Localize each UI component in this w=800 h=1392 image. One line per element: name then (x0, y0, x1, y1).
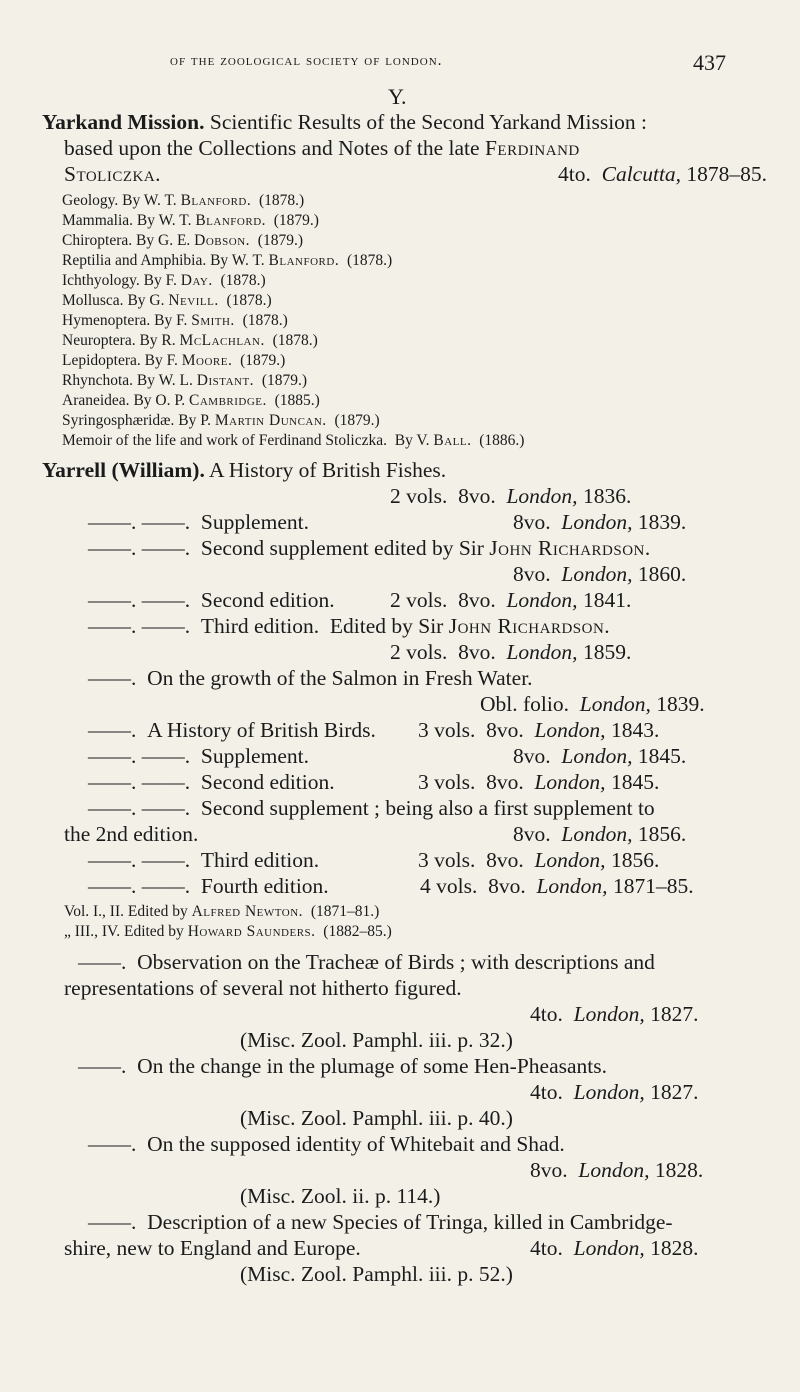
yarkand-title-line-1: Yarkand Mission. Scientific Results of the Second Yarkand Mission : (42, 110, 648, 134)
yarkand-part: Reptilia and Amphibia. By W. T. Blanford. (1878.) (62, 252, 393, 269)
yarrell-e14-misc: (Misc. Zool. Pamphl. iii. p. 40.) (240, 1106, 513, 1130)
yarrell-vol-a: Vol. I., II. Edited by Alfred Newton. (1871–81.) (64, 903, 380, 920)
yarrell-e6-imprint: Obl. folio. London, 1839. (480, 692, 705, 716)
yarrell-vol-b: „ III., IV. Edited by Howard Saunders. (1882–85.) (64, 923, 392, 940)
yarrell-e4-imprint: 2 vols. 8vo. London, 1841. (390, 588, 632, 612)
yarrell-e9-imprint: 3 vols. 8vo. London, 1845. (418, 770, 660, 794)
yarrell-e6: ——. On the growth of the Salmon in Fresh Water. (88, 666, 533, 690)
yarrell-e10: ——. ——. Second supplement ; being also a first supplement to (88, 796, 655, 820)
yarrell-e8: ——. ——. Supplement. (88, 744, 309, 768)
yarkand-part: Chiroptera. By G. E. Dobson. (1879.) (62, 232, 303, 249)
yarrell-e11-imprint: 3 vols. 8vo. London, 1856. (418, 848, 660, 872)
yarrell-author: Yarrell (William). (42, 458, 205, 482)
yarrell-e7-imprint: 3 vols. 8vo. London, 1843. (418, 718, 660, 742)
yarrell-e16-misc: (Misc. Zool. Pamphl. iii. p. 52.) (240, 1262, 513, 1286)
yarrell-e15: ——. On the supposed identity of Whitebait and Shad. (88, 1132, 565, 1156)
yarrell-e1-imprint: 2 vols. 8vo. London, 1836. (390, 484, 632, 508)
yarrell-e12-imprint: 4 vols. 8vo. London, 1871–85. (420, 874, 694, 898)
yarrell-e9: ——. ——. Second edition. (88, 770, 335, 794)
yarrell-e13: ——. Observation on the Tracheæ of Birds ; with descriptions and (78, 950, 655, 974)
yarrell-line-1: Yarrell (William). A History of British Fishes. (42, 458, 447, 482)
yarrell-e10-line-2: the 2nd edition. (64, 822, 199, 846)
yarrell-e10-imprint: 8vo. London, 1856. (513, 822, 687, 846)
yarkand-part: Ichthyology. By F. Day. (1878.) (62, 272, 266, 289)
yarrell-e16: ——. Description of a new Species of Tringa, killed in Cambridge- (88, 1210, 673, 1234)
yarrell-e7: ——. A History of British Birds. (88, 718, 376, 742)
yarrell-e5: ——. ——. Third edition. Edited by Sir John Richardson. (88, 614, 611, 638)
yarkand-part: Hymenoptera. By F. Smith. (1878.) (62, 312, 288, 329)
yarkand-stoliczka: Stoliczka. (64, 162, 162, 186)
yarrell-e15-misc: (Misc. Zool. ii. p. 114.) (240, 1184, 441, 1208)
yarkand-part: Lepidoptera. By F. Moore. (1879.) (62, 352, 286, 369)
yarkand-memoir: Memoir of the life and work of Ferdinand Stoliczka. By V. Ball. (1886.) (62, 432, 525, 449)
running-title: of the zoological society of london. (170, 52, 443, 69)
yarkand-part: Neuroptera. By R. McLachlan. (1878.) (62, 332, 318, 349)
yarrell-e3-imprint: 8vo. London, 1860. (513, 562, 687, 586)
yarrell-e13-line-2: representations of several not hitherto figured. (64, 976, 462, 1000)
yarkand-part: Araneidea. By O. P. Cambridge. (1885.) (62, 392, 320, 409)
yarrell-e12: ——. ——. Fourth edition. (88, 874, 329, 898)
yarkand-title-line-2: based upon the Collections and Notes of the late Ferdinand (64, 136, 580, 160)
yarrell-e14: ——. On the change in the plumage of some Hen-Pheasants. (78, 1054, 608, 1078)
yarrell-e3: ——. ——. Second supplement edited by Sir John Richardson. (88, 536, 651, 560)
yarrell-e13-misc: (Misc. Zool. Pamphl. iii. p. 32.) (240, 1028, 513, 1052)
yarrell-e16-imprint: 4to. London, 1828. (530, 1236, 699, 1260)
section-letter: Y. (388, 84, 407, 109)
yarkand-part: Rhynchota. By W. L. Distant. (1879.) (62, 372, 308, 389)
yarrell-e5-imprint: 2 vols. 8vo. London, 1859. (390, 640, 632, 664)
yarrell-e4: ——. ——. Second edition. (88, 588, 335, 612)
yarrell-e14-imprint: 4to. London, 1827. (530, 1080, 699, 1104)
yarrell-e13-imprint: 4to. London, 1827. (530, 1002, 699, 1026)
yarkand-part: Syringosphæridæ. By P. Martin Duncan. (1879.) (62, 412, 380, 429)
yarrell-e8-imprint: 8vo. London, 1845. (513, 744, 687, 768)
yarrell-e15-imprint: 8vo. London, 1828. (530, 1158, 704, 1182)
yarkand-author: Yarkand Mission. (42, 110, 205, 134)
yarrell-e11: ——. ——. Third edition. (88, 848, 320, 872)
yarkand-part: Mollusca. By G. Nevill. (1878.) (62, 292, 272, 309)
yarkand-part: Mammalia. By W. T. Blanford. (1879.) (62, 212, 319, 229)
yarrell-e2: ——. ——. Supplement. (88, 510, 309, 534)
page-number: 437 (693, 50, 726, 75)
yarrell-e2-imprint: 8vo. London, 1839. (513, 510, 687, 534)
yarrell-e16-line-2: shire, new to England and Europe. (64, 1236, 361, 1260)
yarkand-part: Geology. By W. T. Blanford. (1878.) (62, 192, 305, 209)
yarkand-imprint: 4to. Calcutta, 1878–85. (558, 162, 768, 186)
